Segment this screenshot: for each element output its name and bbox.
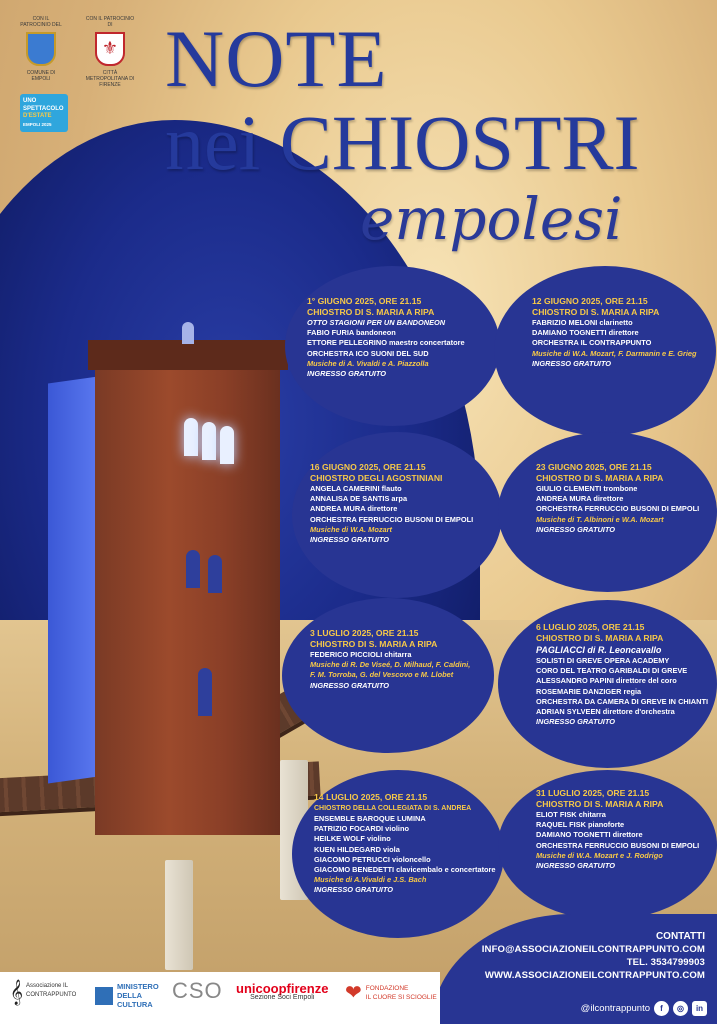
event-line: FABRIZIO MELONI clarinetto (532, 318, 633, 327)
summer-logo-line: SPETTACOLO (23, 105, 64, 112)
fondazione-logo (345, 981, 437, 1004)
column (165, 860, 193, 970)
event-line: INGRESSO GRATUITO (310, 535, 389, 545)
event-date: 31 LUGLIO 2025, ORE 21.15 (536, 788, 650, 798)
event-line: ETTORE PELLEGRINO maestro concertatore (307, 338, 465, 348)
event-line: Musiche di W.A. Mozart (310, 524, 392, 534)
event-line: RAQUEL FISK pianoforte (536, 820, 625, 830)
event-line: Musiche di A.Vivaldi e J.S. Bach (314, 875, 427, 885)
heart-icon: ❤ (345, 981, 362, 1004)
treble-clef-icon: 𝄞 (10, 978, 24, 1004)
linkedin-icon[interactable]: in (692, 1001, 707, 1016)
ministero-line: DELLA (117, 991, 142, 1000)
tower-window (186, 550, 200, 588)
unicoop-sub: Sezione Soci Empoli (250, 994, 315, 1001)
event-card (498, 770, 717, 920)
summer-festival-logo (20, 94, 68, 132)
event-card (282, 598, 494, 753)
event-card (285, 266, 500, 426)
event-line: ORCHESTRA FERRUCCIO BUSONI DI EMPOLI (536, 504, 700, 514)
patronage-entity: CITTÀ METROPOLITANA DI FIRENZE (85, 70, 135, 88)
event-date: 1° GIUGNO 2025, ORE 21.15 (307, 296, 422, 306)
tower-window (220, 426, 234, 464)
title-note: NOTE (165, 13, 388, 104)
event-venue: CHIOSTRO DI S. MARIA A RIPA (310, 639, 438, 649)
weathervane (182, 322, 194, 344)
event-venue: CHIOSTRO DEGLI AGOSTINIANI (310, 473, 443, 483)
event-line: KUEN HILDEGARD viola (314, 844, 400, 854)
event-line: INGRESSO GRATUITO (314, 885, 393, 895)
event-card (292, 432, 502, 598)
summer-logo-line: D'ESTATE (23, 113, 52, 119)
event-card (494, 266, 716, 436)
fondazione-line: IL CUORE SI SCIOGLIE (365, 994, 437, 1001)
title-nei-chiostri: nei CHIOSTRI (165, 99, 640, 186)
event-line: INGRESSO GRATUITO (307, 369, 386, 379)
event-line: ORCHESTRA FERRUCCIO BUSONI DI EMPOLI (536, 840, 700, 850)
event-line: INGRESSO GRATUITO (536, 717, 615, 727)
event-venue: CHIOSTRO DELLA COLLEGIATA DI S. ANDREA (314, 805, 472, 812)
event-line: INGRESSO GRATUITO (310, 680, 389, 690)
event-venue: CHIOSTRO DI S. MARIA A RIPA (536, 799, 664, 809)
tower-lit-side (48, 376, 98, 783)
summer-logo-line: EMPOLI 2025 (23, 121, 52, 127)
event-line: ORCHESTRA ICO SUONI DEL SUD (307, 348, 429, 358)
event-line: Musiche di R. De Viseé, D. Milhaud, F. Caldini, (310, 660, 471, 670)
sponsor-footer (0, 972, 440, 1024)
event-date: 12 GIUGNO 2025, ORE 21.15 (532, 296, 648, 306)
event-line: F. M. Torroba, G. del Vescovo e M. Llobet (310, 670, 454, 680)
event-date: 23 GIUGNO 2025, ORE 21.15 (536, 462, 652, 472)
event-date: 16 GIUGNO 2025, ORE 21.15 (310, 462, 426, 472)
event-card (498, 432, 717, 592)
instagram-icon[interactable]: ◎ (673, 1001, 688, 1016)
event-venue: CHIOSTRO DI S. MARIA A RIPA (532, 307, 660, 317)
event-line: OTTO STAGIONI PER UN BANDONEON (307, 318, 446, 327)
title-empolesi: empolesi (360, 185, 623, 253)
event-line: GIACOMO PETRUCCI violoncello (314, 854, 431, 864)
tower-window (184, 418, 198, 456)
citta-metropolitana-logo (84, 16, 136, 88)
tower-top (88, 340, 288, 370)
ministero-icon (95, 987, 113, 1005)
event-line: INGRESSO GRATUITO (532, 358, 611, 368)
unicoop-logo (236, 981, 329, 1002)
ministero-line: CULTURA (117, 1000, 153, 1009)
event-line: PAGLIACCI di R. Leoncavallo (536, 645, 662, 655)
event-line: ANNALISA DE SANTIS arpa (310, 494, 408, 504)
event-line: DAMIANO TOGNETTI direttore (536, 830, 643, 840)
event-line: Musiche di A. Vivaldi e A. Piazzolla (307, 358, 429, 368)
cso-logo: CSO (172, 978, 223, 1003)
patronage-label: CON IL PATROCINIO DI (85, 16, 135, 28)
event-venue: CHIOSTRO DI S. MARIA A RIPA (536, 633, 664, 643)
ministero-line: MINISTERO (117, 982, 159, 991)
contact-website[interactable]: WWW.ASSOCIAZIONEILCONTRAPPUNTO.COM (484, 970, 705, 982)
contact-email[interactable]: INFO@ASSOCIAZIONEILCONTRAPPUNTO.COM (481, 944, 705, 955)
crest-icon (26, 32, 56, 66)
event-date: 14 LUGLIO 2025, ORE 21.15 (314, 792, 428, 802)
comune-empoli-logo (18, 16, 64, 82)
event-card (292, 770, 504, 938)
ministero-logo (95, 982, 159, 1009)
fondazione-line: FONDAZIONE (365, 985, 409, 992)
event-date: 6 LUGLIO 2025, ORE 21.15 (536, 622, 645, 632)
event-date: 3 LUGLIO 2025, ORE 21.15 (310, 628, 419, 638)
event-line: FEDERICO PICCIOLI chitarra (310, 650, 412, 659)
event-line: FABIO FURIA bandoneon (307, 328, 396, 338)
event-line: INGRESSO GRATUITO (536, 524, 615, 534)
social-handle[interactable]: @ilcontrappunto (580, 1003, 650, 1014)
event-venue: CHIOSTRO DI S. MARIA A RIPA (536, 473, 664, 483)
event-card (498, 600, 717, 768)
event-line: PATRIZIO FOCARDI violino (314, 824, 409, 834)
event-line: ANGELA CAMERINI flauto (310, 484, 402, 493)
patronage-entity: COMUNE DI EMPOLI (26, 70, 56, 82)
patronage-label: CON IL PATROCINIO DEL (20, 16, 62, 28)
summer-logo-line: UNO (23, 98, 37, 104)
unicoop-name: unicoopfirenze (236, 981, 329, 996)
tower-window (208, 555, 222, 593)
contact-phone[interactable]: TEL. 3534799903 (626, 957, 705, 969)
event-line: Musiche di W.A. Mozart, F. Darmanin e E. Grieg (532, 348, 697, 358)
event-line: GIULIO CLEMENTI trombone (536, 484, 638, 493)
event-line: GIACOMO BENEDETTI clavicembalo e concertatore (314, 865, 496, 875)
event-line: ANDREA MURA direttore (536, 494, 624, 504)
event-line: Musiche di T. Albinoni e W.A. Mozart (536, 514, 664, 524)
event-line: ENSEMBLE BAROQUE LUMINA (314, 814, 426, 823)
event-line: ROSEMARIE DANZIGER regia (536, 686, 642, 696)
tower-window (202, 422, 216, 460)
event-line: Musiche di W.A. Mozart e J. Rodrigo (536, 850, 663, 860)
event-line: ALESSANDRO PAPINI direttore del coro (536, 676, 677, 686)
event-line: CORO DEL TEATRO GARIBALDI DI GREVE (536, 666, 688, 676)
event-line: ADRIAN SYLVEEN direttore d'orchestra (536, 707, 675, 717)
assoc-name: Associazione IL CONTRAPPUNTO (26, 983, 77, 998)
event-line: ELIOT FISK chitarra (536, 810, 606, 819)
event-venue: CHIOSTRO DI S. MARIA A RIPA (307, 307, 435, 317)
tower-window (198, 668, 212, 716)
event-line: ORCHESTRA DA CAMERA DI GREVE IN CHIANTI (536, 696, 709, 706)
facebook-icon[interactable]: f (654, 1001, 669, 1016)
contrappunto-logo (10, 978, 80, 1004)
contacts-panel (432, 914, 717, 1024)
event-line: ORCHESTRA IL CONTRAPPUNTO (532, 338, 652, 348)
event-line: HEILKE WOLF violino (314, 834, 391, 844)
contacts-title: CONTATTI (655, 931, 705, 942)
lily-icon: ⚜ (95, 32, 125, 66)
event-line: DAMIANO TOGNETTI direttore (532, 328, 639, 338)
social-links (581, 1001, 707, 1016)
event-line: ANDREA MURA direttore (310, 504, 398, 514)
event-line: INGRESSO GRATUITO (536, 861, 615, 871)
event-line: SOLISTI DI GREVE OPERA ACADEMY (536, 656, 670, 665)
event-line: ORCHESTRA FERRUCCIO BUSONI DI EMPOLI (310, 514, 474, 524)
